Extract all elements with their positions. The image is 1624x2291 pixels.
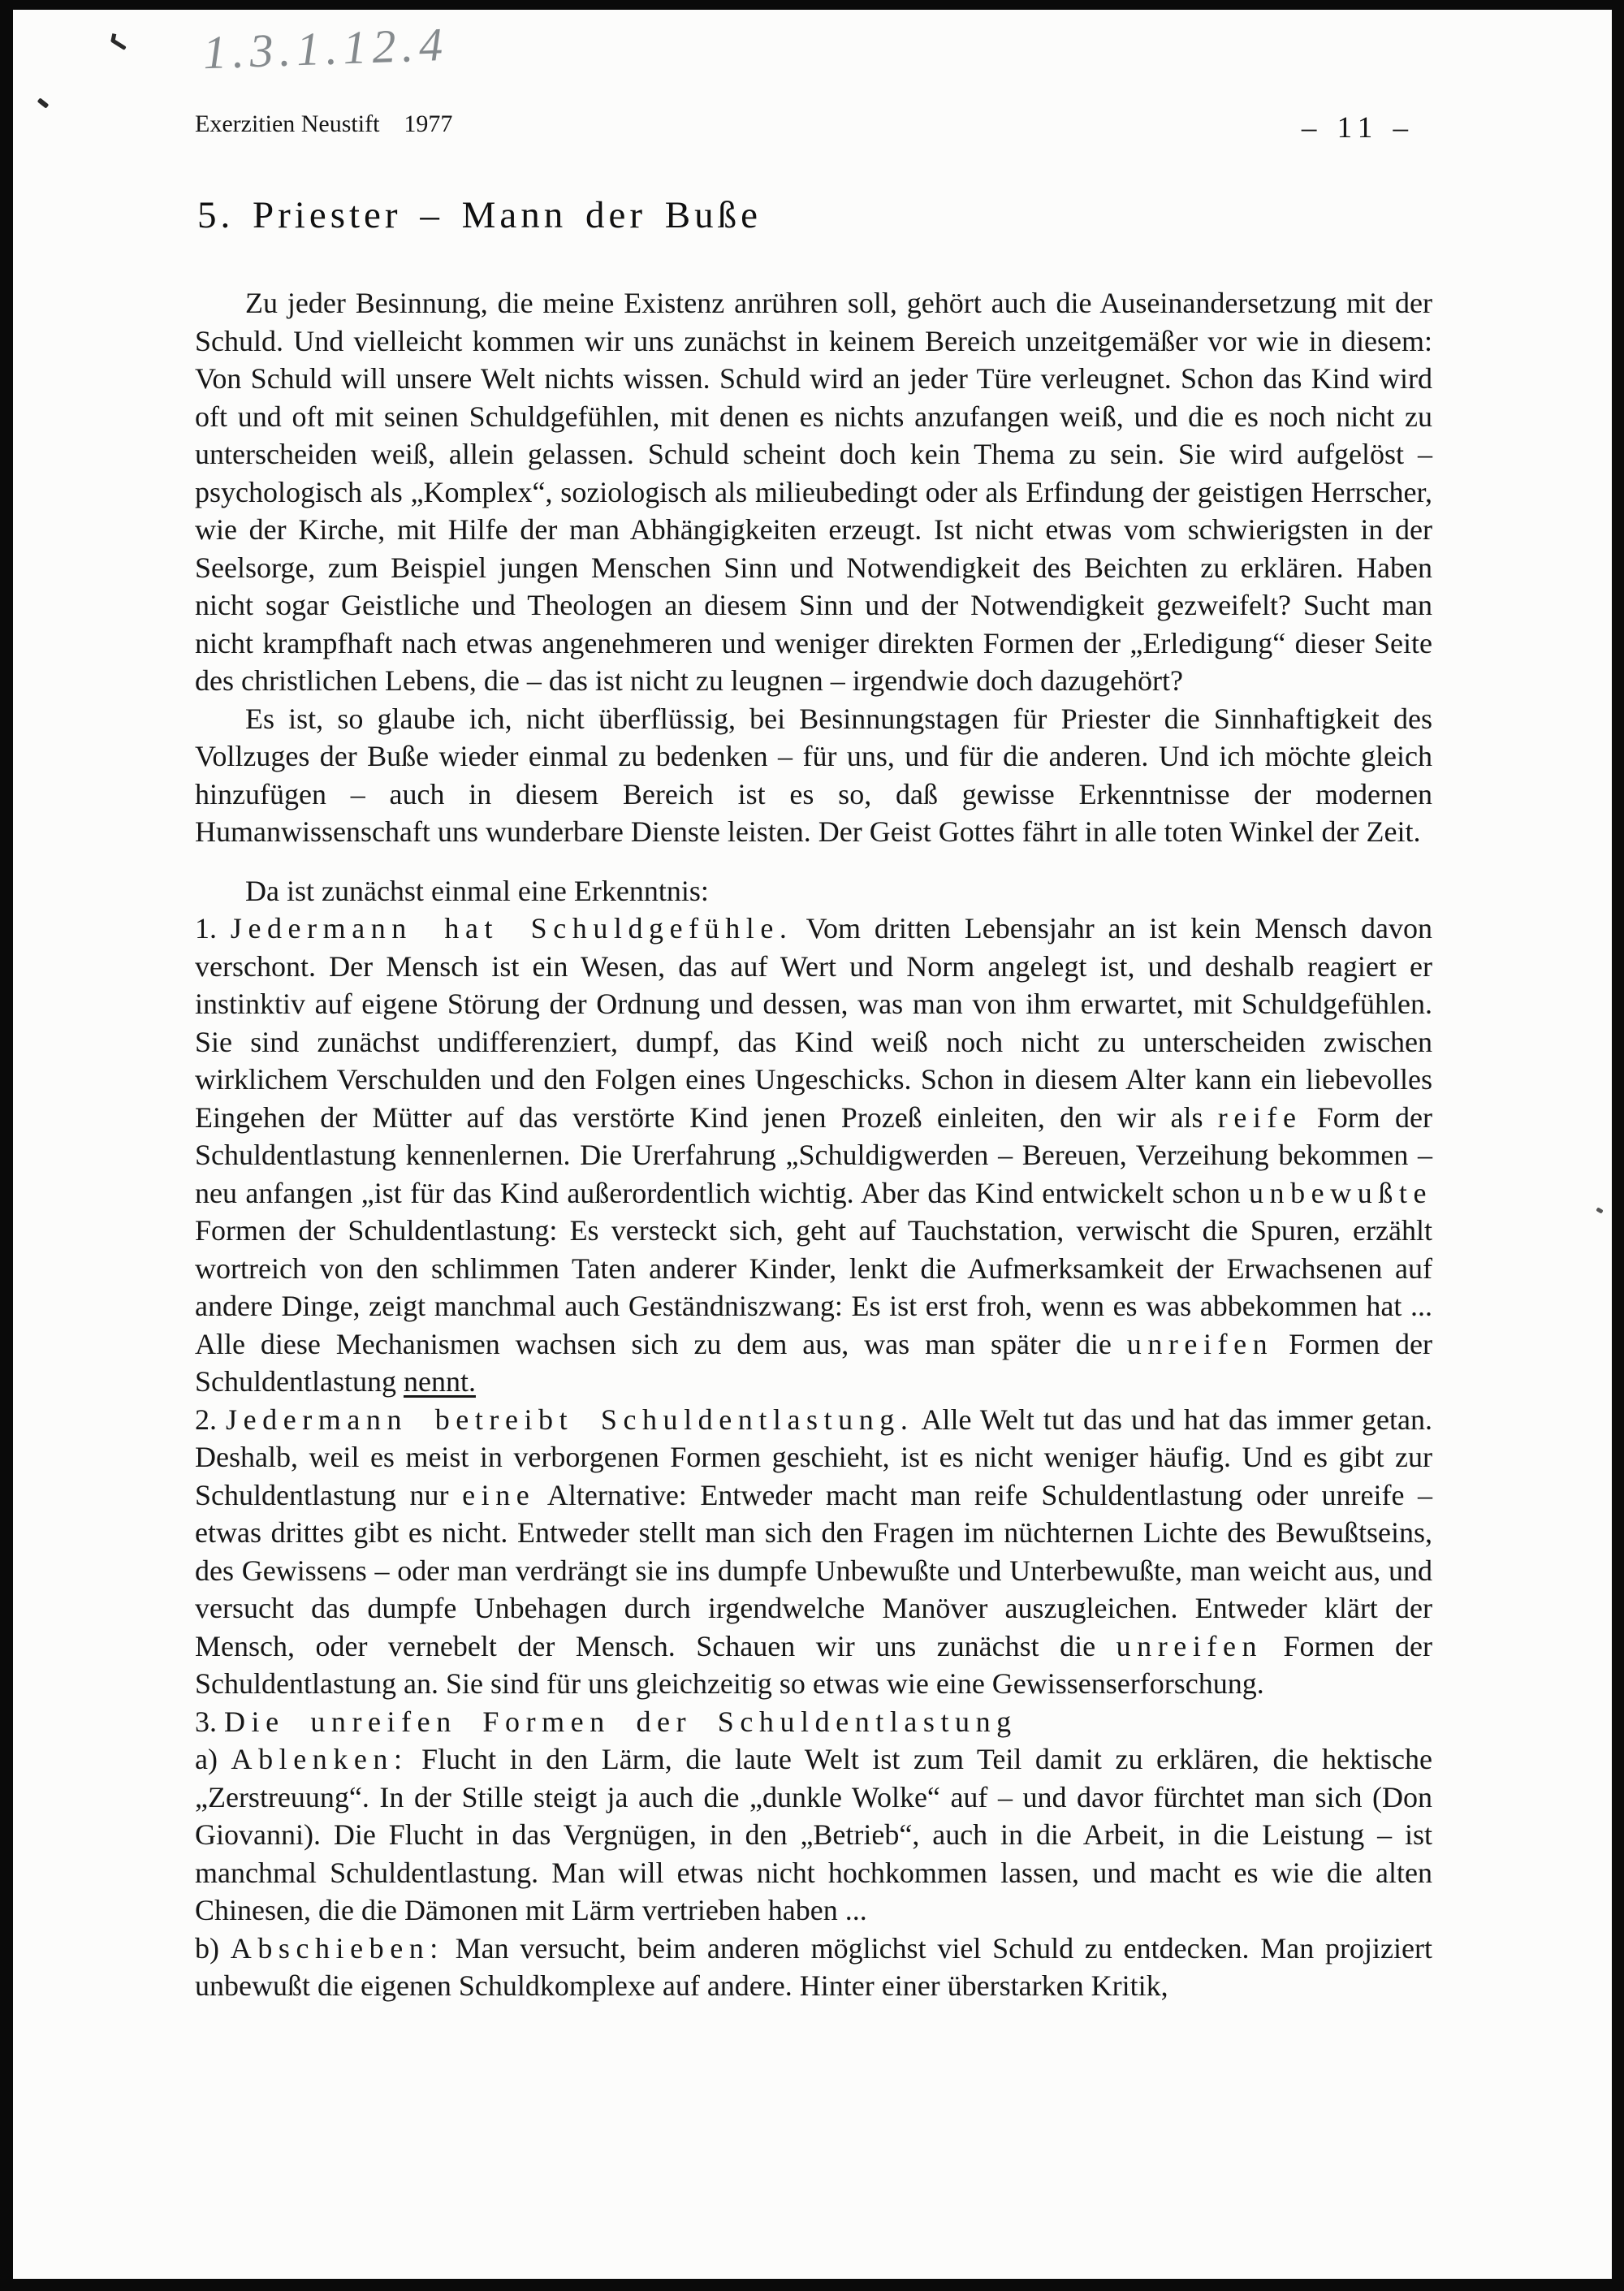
text-segment: Vom dritten Lebensjahr an ist kein Mensch davon verschont. Der Mensch ist ein Wesen, das auf Wert und Norm angelegt ist, und deshalb reagiert er instinktiv auf eigene Störung der Ordnung und dessen, was man von ihm erwartet, mit Schuldgefühlen. Sie sind zunächst undifferenziert, dumpf, das Kind weiß noch nicht zu unterscheiden zwischen wirklichem Verschulden und den Folgen eines Ungeschicks. Schon in diesem Alter kann ein liebevolles Eingehen der Mütter auf das verstörte Kind jenen Prozeß einleiten, den wir als — [195, 912, 1432, 1134]
letter-spaced-emphasis: Ablenken: — [231, 1743, 408, 1775]
text-segment: Alle Welt tut das und hat das immer getan. Deshalb, weil es meist in verborgenen Formen geschieht, ist es nicht weniger häufig. Und es gibt zur Schuldentlastung nur — [195, 1403, 1433, 1511]
text-segment: Formen der Schuldentlastung: Es versteckt sich, geht auf Tauchstation, verwischt die Spuren, erzählt wortreich von den schlimmen Taten anderer Kinder, lenkt die Aufmerksamkeit der Erwachsenen auf andere Dinge, zeigt manchmal auch Geständniszwang: Es ist erst froh, wenn es was abbekommen hat ... Alle diese Mechanismen wachsen sich zu dem aus, was man später die — [195, 1214, 1432, 1360]
pen-dash-icon — [37, 97, 50, 108]
pen-tick-icon — [110, 38, 127, 50]
text-segment: Man versucht, beim anderen möglichst viel Schuld zu entdecken. Man projiziert unbewußt die eigenen Schuldkomplexe auf andere. Hinter einer überstarken Kritik, — [195, 1931, 1432, 2002]
text-segment: 2. — [195, 1403, 227, 1436]
letter-spaced-emphasis: unreifen — [1116, 1629, 1263, 1662]
letter-spaced-emphasis: Jedermann hat Schuldgefühle. — [230, 912, 793, 944]
paragraph — [195, 1703, 1432, 1741]
text-segment: Formen der Schuldentlastung an. Sie sind für uns gleichzeitig so etwas wie eine Gewissenserforschung. — [195, 1629, 1432, 1700]
paragraph — [195, 1401, 1432, 1703]
page-title: 5. Priester – Mann der Buße — [197, 194, 762, 236]
text-segment: Formen der Schuldentlastung — [195, 1327, 1432, 1398]
scan-speck — [1596, 1207, 1603, 1213]
letter-spaced-emphasis: eine — [462, 1478, 536, 1511]
text-segment: 1. — [195, 912, 231, 944]
underlined-text: nennt. — [403, 1365, 476, 1398]
paragraph — [195, 284, 1432, 700]
letter-spaced-emphasis: unreifen — [1126, 1327, 1274, 1360]
text-segment: Form der Schuldentlastung kennenlernen. Die Urerfahrung „Schuldigwerden – Bereuen, Verzeihung bekommen – neu anfangen „ist für das Kind außerordentlich wichtig. Aber das Kind entwickelt schon — [195, 1100, 1432, 1209]
paragraph — [195, 1740, 1432, 1930]
text-segment: Zu jeder Besinnung, die meine Existenz anrühren soll, gehört auch die Auseinandersetzung mit der Schuld. Und vielleicht kommen wir uns zunächst in keinem Bereich unzeitgemäßer vor wie in diesem: Von Schuld will unsere Welt nichts wissen. Schuld wird an jeder Türe verleugnet. Schon das Kind wird oft und oft mit seinen Schuldgefühlen, mit denen es nichts anzufangen weiß, und die es noch nicht zu unterscheiden weiß, allein gelassen. Schuld scheint doch kein Thema zu sein. Sie wird aufgelöst – psychologisch als „Komplex“, soziologisch als milieubedingt oder als Erfindung der geistigen Herrscher, wie der Kirche, mit Hilfe der man Abhängigkeiten erzeugt. Ist nicht etwas vom schwierigsten in der Seelsorge, zum Beispiel jungen Menschen Sinn und Notwendigkeit des Beichten zu erklären. Haben nicht sogar Geistliche und Theologen an diesem Sinn und der Notwendigkeit gezweifelt? Sucht man nicht krampfhaft nach etwas angenehmeren und weniger direkten Formen der „Erledigung“ dieser Seite des christlichen Lebens, die – das ist nicht zu leugnen – irgendwie doch dazugehört? — [195, 287, 1432, 697]
paragraph — [195, 910, 1432, 1401]
document-year: 1977 — [404, 110, 453, 137]
document-source — [195, 110, 452, 138]
text-segment: a) — [195, 1743, 231, 1775]
paragraph — [195, 872, 1432, 910]
text-segment: Alternative: Entweder macht man reife Schuldentlastung oder unreife – etwas drittes gibt es nicht. Entweder stellt man sich den Fragen im nüchternen Lichte des Bewußtseins, des Gewissens – oder man verdrängt sie ins dumpfe Unbewußte und Unterbewußte, man weicht aus, und versucht das dumpfe Unbehagen durch irgendwelche Manöver auszugleichen. Entweder klärt der Mensch, oder vernebelt der Mensch. Schauen wir uns zunächst die — [195, 1478, 1432, 1662]
paragraph — [195, 700, 1432, 851]
letter-spaced-emphasis: unbewußte — [1249, 1176, 1432, 1209]
letter-spaced-emphasis: Abschieben: — [230, 1931, 444, 1965]
text-segment: Da ist zunächst einmal eine Erkenntnis: — [245, 874, 709, 907]
document-source-label: Exerzitien Neustift — [195, 110, 380, 137]
handwritten-classification-number: 1.3.1.12.4 — [201, 17, 450, 80]
page-number: – 11 – — [1301, 111, 1415, 145]
text-segment: 3. — [195, 1705, 224, 1738]
text-segment: Flucht in den Lärm, die laute Welt ist zum Teil damit zu erklären, die hektische „Zerstreuung“. In der Stille steigt ja auch die „dunkle Wolke“ auf – und davor fürchtet man sich (Don Giovanni). Die Flucht in das Vergnügen, in den „Betrieb“, auch in die Arbeit, in die Leistung – ist manchmal Schuldentlastung. Man will etwas nicht hochkommen lassen, und macht es wie die alten Chinesen, die die Dämonen mit Lärm vertrieben haben ... — [195, 1743, 1433, 1926]
text-segment: b) — [195, 1931, 231, 1965]
paragraph — [195, 1930, 1432, 2005]
text-segment: Es ist, so glaube ich, nicht überflüssig, bei Besinnungstagen für Priester die Sinnhaftigkeit des Vollzuges der Buße wieder einmal zu bedenken – für uns, und für die anderen. Und ich möchte gleich hinzufügen – auch in diesem Bereich ist es so, daß gewisse Erkenntnisse der modernen Humanwissenschaft uns wunderbare Dienste leisten. Der Geist Gottes fährt in alle toten Winkel der Zeit. — [195, 702, 1432, 848]
document-body — [195, 284, 1432, 2005]
letter-spaced-emphasis: Jedermann betreibt Schuldentlastung. — [226, 1403, 914, 1436]
letter-spaced-emphasis: Die unreifen Formen der Schuldentlastung — [224, 1705, 1017, 1738]
letter-spaced-emphasis: reife — [1217, 1100, 1302, 1134]
